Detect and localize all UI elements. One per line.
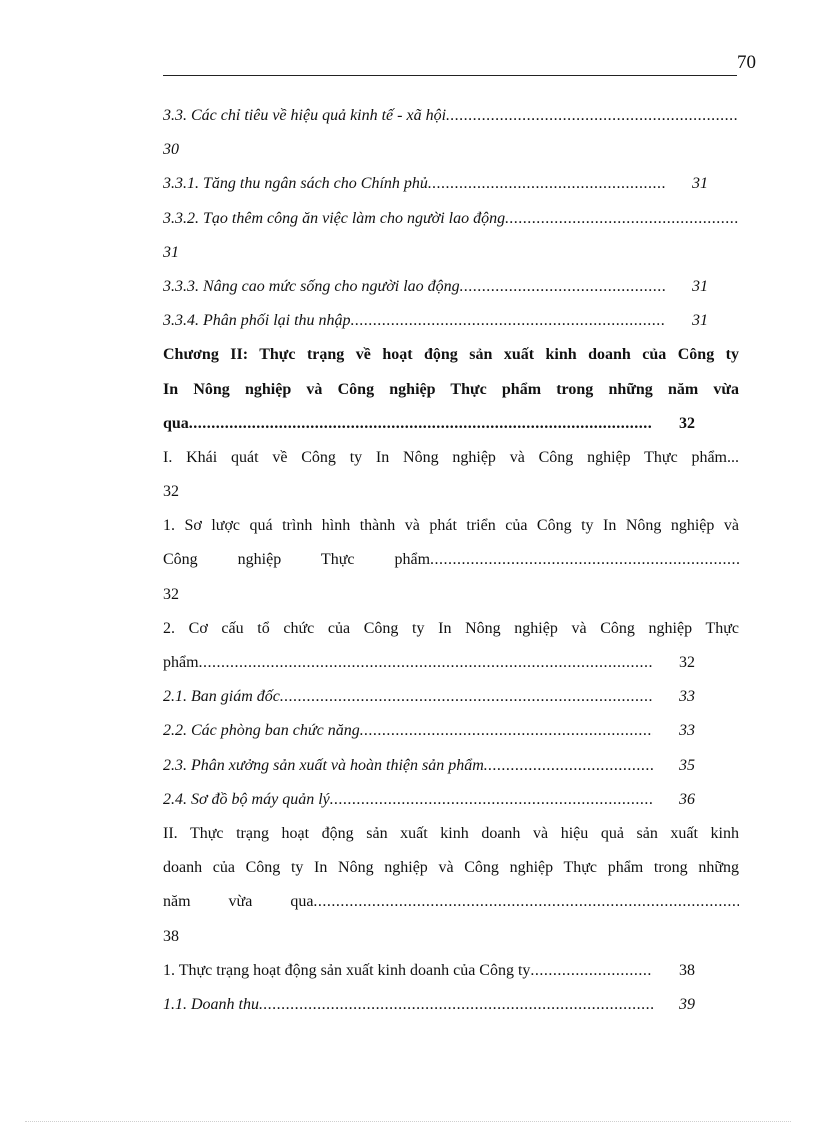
toc-entry (163, 304, 708, 338)
toc-entry-page: 35 (679, 756, 695, 774)
toc-leader-dots (189, 407, 653, 441)
toc-entry-page: 31 (692, 175, 708, 193)
toc-leader-dots (330, 783, 653, 817)
toc-entry: 31 (163, 243, 179, 261)
toc-entry-page: 33 (679, 722, 695, 740)
toc-entry (163, 714, 695, 748)
toc-entry-title: phẩm (163, 654, 199, 671)
toc-entry-page: 32 (679, 654, 695, 671)
toc-entry: 38 (163, 927, 179, 945)
toc-entry-title: 1.1. Doanh thu (163, 995, 259, 1013)
toc-entry (163, 680, 695, 714)
toc-entry-page: 32 (679, 414, 695, 432)
toc-entry-page: 39 (679, 995, 695, 1013)
toc-entry: In Nông nghiệp và Công nghiệp Thực phẩm trong những năm vừa (163, 380, 739, 398)
toc-leader-dots (430, 543, 739, 577)
toc-entry (163, 407, 695, 441)
toc-entry-title: 2.1. Ban giám đốc (163, 688, 280, 706)
toc-leader-dots (484, 749, 653, 783)
toc-entry: 32 (163, 585, 179, 603)
toc-entry (163, 167, 708, 201)
toc-leader-dots (199, 646, 653, 680)
toc-entry-title: 2.4. Sơ đồ bộ máy quản lý (163, 790, 330, 808)
toc-leader-dots (505, 202, 739, 236)
toc-entry (163, 99, 739, 133)
toc-entry-title: 1. Thực trạng hoạt động sản xuất kinh doanh của Công ty (163, 961, 531, 979)
toc-entry: 2. Cơ cấu tổ chức của Công ty In Nông nghiệp và Công nghiệp Thực (163, 619, 739, 637)
toc-entry-title: 3.3.1. Tăng thu ngân sách cho Chính phủ (163, 175, 428, 193)
header-rule (163, 75, 737, 76)
toc-entry: 30 (163, 141, 179, 159)
toc-entry-page: 31 (692, 277, 708, 295)
toc-leader-dots (460, 270, 666, 304)
toc-entry-page: 31 (692, 312, 708, 330)
toc-entry-title: 3.3.2. Tạo thêm công ăn việc làm cho người lao động (163, 209, 506, 227)
toc-entry (163, 543, 739, 577)
toc-entry (163, 954, 695, 988)
toc-entry-page: 38 (679, 961, 695, 979)
toc-entry-title: 3.3.3. Nâng cao mức sống cho người lao động (163, 277, 460, 295)
toc-entry (163, 270, 708, 304)
toc-entry (163, 885, 739, 919)
toc-entry-title: Công nghiệp Thực phẩm (163, 551, 431, 569)
table-of-contents (163, 99, 739, 1022)
toc-entry: II. Thực trạng hoạt động sản xuất kinh doanh và hiệu quả sản xuất kinh (163, 824, 739, 842)
bottom-rule (25, 1121, 791, 1122)
toc-leader-dots (360, 714, 653, 748)
toc-entry: doanh của Công ty In Nông nghiệp và Công nghiệp Thực phẩm trong những (163, 859, 739, 877)
toc-entry-page: 33 (679, 688, 695, 706)
toc-leader-dots (259, 988, 653, 1022)
toc-leader-dots (530, 954, 653, 988)
toc-entry: 32 (163, 483, 179, 501)
toc-entry-title: năm vừa qua (163, 893, 314, 911)
toc-entry: Chương II: Thực trạng về hoạt động sản xuất kinh doanh của Công ty (163, 346, 739, 364)
toc-leader-dots (446, 99, 739, 133)
toc-entry (163, 202, 739, 236)
toc-leader-dots (313, 885, 739, 919)
toc-entry-title: 2.2. Các phòng ban chức năng (163, 722, 360, 740)
page-number: 70 (737, 52, 756, 73)
toc-leader-dots (280, 680, 653, 714)
toc-leader-dots (428, 167, 666, 201)
toc-leader-dots (351, 304, 666, 338)
toc-entry: 1. Sơ lược quá trình hình thành và phát triển của Công ty In Nông nghiệp và (163, 517, 739, 535)
toc-entry: I. Khái quát về Công ty In Nông nghiệp và Công nghiệp Thực phẩm... (163, 448, 739, 466)
toc-entry (163, 988, 695, 1022)
toc-entry-title: qua (163, 414, 189, 432)
toc-entry-title: 3.3.4. Phân phối lại thu nhập (163, 312, 351, 330)
toc-entry-title: 3.3. Các chỉ tiêu về hiệu quả kinh tế - xã hội (163, 107, 447, 124)
toc-entry (163, 783, 695, 817)
toc-entry (163, 749, 695, 783)
toc-entry-title: 2.3. Phân xưởng sản xuất và hoàn thiện sản phẩm (163, 756, 484, 774)
toc-entry-page: 36 (679, 790, 695, 808)
toc-entry (163, 646, 695, 680)
